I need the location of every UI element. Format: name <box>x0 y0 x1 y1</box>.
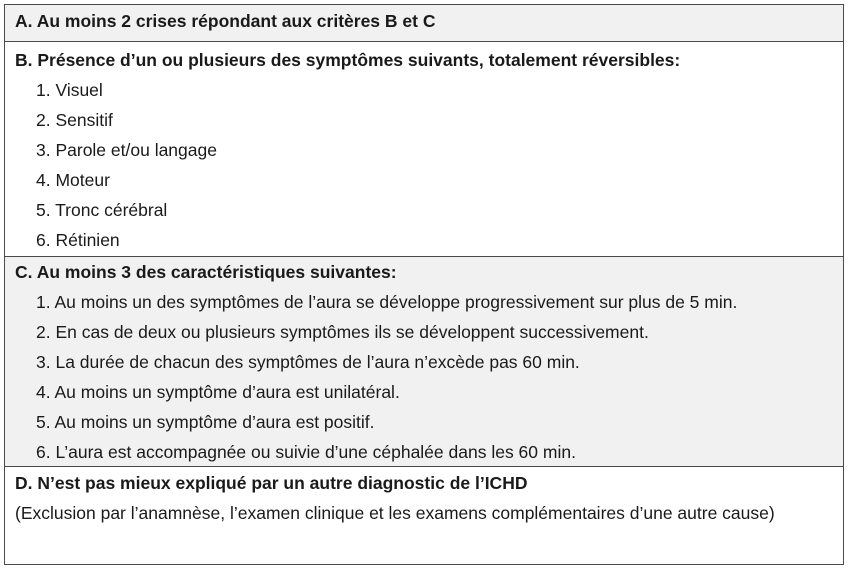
criterion-d <box>5 466 843 564</box>
criterion-c-item: 1. Au moins un des symptômes de l’aura se développe progressivement sur plus de 5 min. <box>36 292 738 312</box>
criterion-b <box>5 41 843 256</box>
criterion-c-item: 5. Au moins un symptôme d’aura est positif. <box>36 412 375 432</box>
criterion-d-heading: D. N’est pas mieux expliqué par un autre diagnostic de l’ICHD <box>15 473 528 493</box>
criterion-b-item: 2. Sensitif <box>36 110 113 130</box>
criterion-b-item: 6. Rétinien <box>36 230 120 250</box>
criteria-table <box>4 4 844 565</box>
criterion-b-item: 4. Moteur <box>36 170 110 190</box>
criterion-a <box>5 5 843 41</box>
criterion-c-item: 6. L’aura est accompagnée ou suivie d’une céphalée dans les 60 min. <box>36 442 576 462</box>
criterion-d-note: (Exclusion par l’anamnèse, l’examen clinique et les examens complémentaires d’une autre cause) <box>15 503 775 523</box>
criterion-c-heading: C. Au moins 3 des caractéristiques suivantes: <box>15 262 397 282</box>
criterion-b-item: 1. Visuel <box>36 80 103 100</box>
criterion-c-item: 2. En cas de deux ou plusieurs symptômes ils se développent successivement. <box>36 322 649 342</box>
criterion-c-item: 3. La durée de chacun des symptômes de l’aura n’excède pas 60 min. <box>36 352 580 372</box>
criterion-b-heading: B. Présence d’un ou plusieurs des symptômes suivants, totalement réversibles: <box>15 50 681 70</box>
criterion-b-item: 5. Tronc cérébral <box>36 200 168 220</box>
criterion-c-item: 4. Au moins un symptôme d’aura est unilatéral. <box>36 382 400 402</box>
criterion-b-item: 3. Parole et/ou langage <box>36 140 217 160</box>
criterion-c <box>5 256 843 466</box>
criterion-a-heading: A. Au moins 2 crises répondant aux critères B et C <box>15 11 436 31</box>
